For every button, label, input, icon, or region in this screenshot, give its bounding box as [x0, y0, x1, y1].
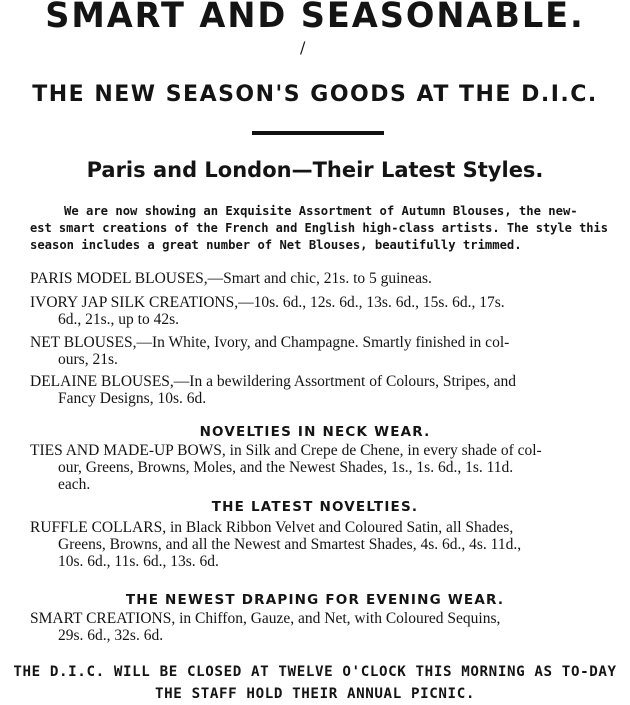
- item-line: 6d., 21s., up to 42s.: [58, 311, 179, 328]
- item-line: 10s. 6d., 11s. 6d., 13s. 6d.: [58, 553, 219, 570]
- item-line: DELAINE BLOUSES,—In a bewildering Assortment of Colours, Stripes, and: [30, 373, 517, 390]
- intro-line: season includes a great number of Net Blouses, beautifully trimmed.: [30, 238, 522, 252]
- item-line: ours, 21s.: [58, 351, 118, 368]
- intro-paragraph: [30, 203, 608, 254]
- closing-notice-line-2: THE STAFF HOLD THEIR ANNUAL PICNIC.: [155, 686, 475, 702]
- item-line: PARIS MODEL BLOUSES,—Smart and chic, 21s. to 5 guineas.: [30, 270, 432, 287]
- product-item-smart-creations: [30, 610, 608, 644]
- item-line: IVORY JAP SILK CREATIONS,—10s. 6d., 12s. 6d., 13s. 6d., 15s. 6d., 17s.: [30, 294, 505, 311]
- item-line: our, Greens, Browns, Moles, and the Newest Shades, 1s., 1s. 6d., 1s. 11d.: [58, 459, 514, 476]
- item-line: TIES AND MADE-UP BOWS, in Silk and Crepe de Chene, in every shade of col-: [30, 442, 542, 459]
- item-line: Fancy Designs, 10s. 6d.: [58, 390, 207, 407]
- item-line: Greens, Browns, and all the Newest and Smartest Shades, 4s. 6d., 4s. 11d.,: [58, 536, 522, 553]
- item-line: RUFFLE COLLARS, in Black Ribbon Velvet and Coloured Satin, all Shades,: [30, 519, 514, 536]
- subtitle: THE NEW SEASON'S GOODS AT THE D.I.C.: [32, 82, 598, 107]
- section-heading-evening-wear: THE NEWEST DRAPING FOR EVENING WEAR.: [125, 592, 505, 608]
- section-heading-latest-novelties: THE LATEST NOVELTIES.: [211, 499, 419, 515]
- product-item-ivory-jap: [30, 294, 608, 328]
- product-item-delaine: [30, 373, 608, 407]
- section-heading-neck-wear: NOVELTIES IN NECK WEAR.: [199, 424, 431, 440]
- product-item-ties-bows: [30, 442, 608, 493]
- main-title: SMART AND SEASONABLE.: [45, 0, 585, 36]
- item-line: each.: [58, 476, 91, 493]
- product-item-paris-model: [30, 270, 608, 287]
- intro-line: est smart creations of the French and English high-class artists. The style this: [30, 221, 608, 235]
- product-item-net-blouses: [30, 334, 608, 368]
- item-line: 29s. 6d., 32s. 6d.: [58, 627, 164, 644]
- divider-rule: [252, 131, 384, 135]
- product-item-ruffle-collars: [30, 519, 608, 570]
- closing-notice-line-1: THE D.I.C. WILL BE CLOSED AT TWELVE O'CLOCK THIS MORNING AS TO-DAY: [13, 664, 617, 680]
- tagline: Paris and London—Their Latest Styles.: [86, 158, 544, 182]
- printed-mark: /: [300, 38, 306, 57]
- item-line: NET BLOUSES,—In White, Ivory, and Champagne. Smartly finished in col-: [30, 334, 510, 351]
- item-line: SMART CREATIONS, in Chiffon, Gauze, and Net, with Coloured Sequins,: [30, 610, 501, 627]
- intro-line: We are now showing an Exquisite Assortment of Autumn Blouses, the new-: [64, 204, 578, 218]
